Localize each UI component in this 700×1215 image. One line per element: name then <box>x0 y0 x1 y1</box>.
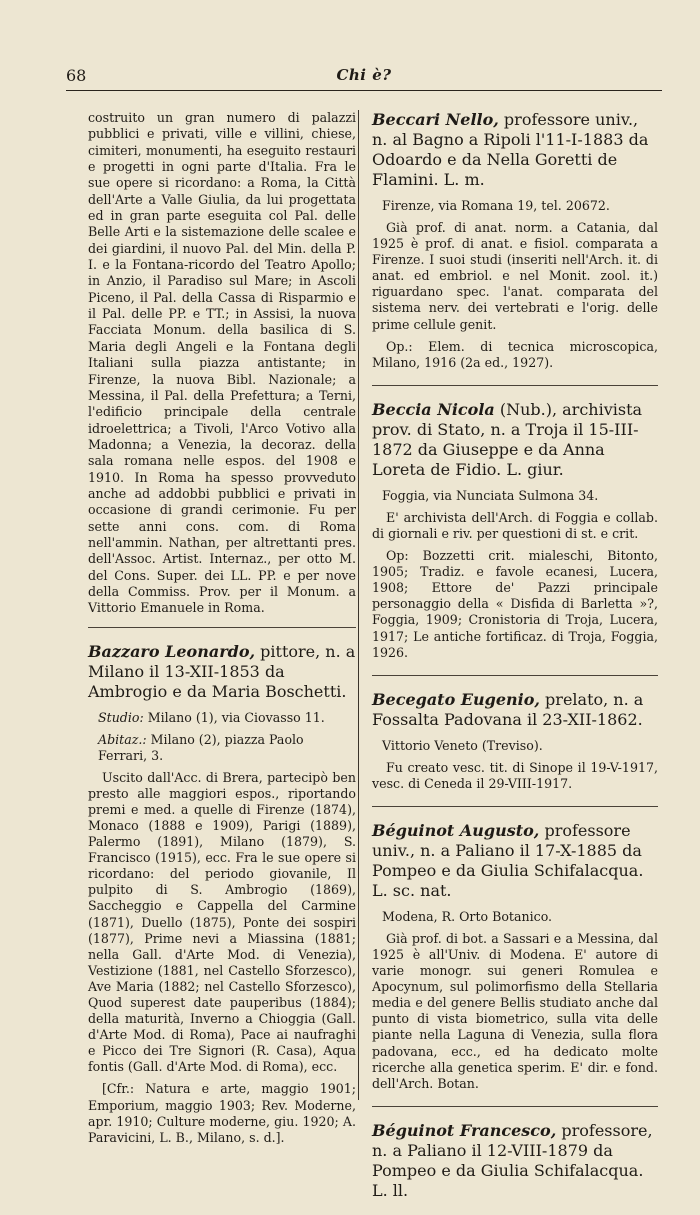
page-number: 68 <box>66 66 87 85</box>
entry-beguinot-francesco <box>372 1121 658 1201</box>
entry-name: Béguinot Francesco, <box>372 1120 557 1140</box>
entry-body: Uscito dall'Acc. di Brera, partecipò ben presto alle maggiori espos., riportando premi e med. a quelle di Firenze (1874), Monaco (1888 e 1909), Parigi (1889), Palermo (1891), Milano (1879), S. Francisco (1915), ecc. Fra le sue opere si ricordano: del periodo giovanile, Il pulpito di S. Ambrogio (1869), Saccheggio e Cappella del Carmine (1871), Duello (1875), Ponte dei sospiri (1877), Prime nevi a Miassina (1881; nella Gall. d'Arte Mod. di Venezia), Vestizione (1881, nel Castello Sforzesco), Ave Maria (1882; nel Castello Sforzesco), Quod superest date pauperibus (1884); della maturità, Inverno a Chioggia (Gall. d'Arte Mod. di Roma), Pace ai naufraghi e Picco dei Tre Signori (R. Casa), Aqua fontis (Gall. d'Arte Mod. di Roma), ecc. <box>88 769 356 1075</box>
entry-heading <box>372 110 658 190</box>
entry-name: Beccia Nicola <box>372 399 495 419</box>
entry-address: Foggia, via Nunciata Sulmona 34. <box>382 487 599 503</box>
entry-name: Beccari Nello, <box>372 110 499 129</box>
entry-body: E' archivista dell'Arch. di Foggia e collab. di giornali e riv. per questioni di st. e crit. <box>372 509 658 541</box>
entry-divider <box>372 385 658 386</box>
entry-heading-rest: professore, n. a Paliano il 12-VIII-1879 da Pompeo e da Giulia Schifalacqua. L. ll. <box>372 1120 653 1200</box>
entry-heading-rest: prelato, n. a Fossalta Padovana il 23-XII-1862. <box>372 689 644 729</box>
entry-heading-rest: professore univ., n. al Bagno a Ripoli l'11-I-1883 da Odoardo e da Nella Goretti de Flamini. L. m. <box>372 110 649 189</box>
entry-body: Già prof. di anat. norm. a Catania, dal 1925 è prof. di anat. e fisiol. comparata a Firenze. I suoi studi (inseriti nell'Arch. it. di anat. ed embriol. e nel Monit. zool. it.) riguardano spec. l'anat. comparata del sistema nerv. dei vertebrati e l'orig. delle prime cellule genit. <box>372 220 658 332</box>
entry-divider <box>88 627 356 628</box>
entry-beccia <box>372 400 658 661</box>
entry-divider <box>372 806 658 807</box>
entry-works: Op: Bozzetti crit. mialeschi, Bitonto, 1905; Tradiz. e favole ecanesi, Lucera, 1908; Ettore de' Pazzi principale personaggio della « Disfida di Barletta »?, Foggia, 1909; Cronistoria di Troja, Lucera, 1917; Le antiche fortificaz. di Troja, Foggia, 1926. <box>372 548 658 660</box>
entry-heading <box>372 1121 658 1201</box>
entry-address: Modena, R. Orto Botanico. <box>382 908 553 924</box>
page-header <box>66 62 662 91</box>
entry-divider <box>372 675 658 676</box>
entry-heading-rest: pittore, n. a Milano il 13-XII-1853 da Ambrogio e da Maria Boschetti. <box>88 641 356 701</box>
column-rule <box>358 110 359 1100</box>
entry-name: Becegato Eugenio, <box>372 689 540 709</box>
studio-value: Milano (1), via Ciovasso 11. <box>143 709 325 725</box>
entry-body: Fu creato vesc. tit. di Sinope il 19-V-1917, vesc. di Ceneda il 29-VIII-1917. <box>372 759 658 791</box>
left-column <box>88 110 356 1160</box>
studio-label: Studio: <box>98 709 144 725</box>
entry-heading <box>372 400 658 480</box>
entry-heading-rest: (Nub.), archivista prov. di Stato, n. a Troja il 15-III-1872 da Giuseppe e da Anna Loreta de Fidio. L. giur. <box>372 399 643 479</box>
entry-references: [Cfr.: Natura e arte, maggio 1901; Emporium, maggio 1903; Rev. Moderne, apr. 1910; Culture moderne, giu. 1920; A. Paravicini, L. B., Milano, s. d.]. <box>88 1081 356 1145</box>
entry-heading-rest: professore univ., n. a Paliano il 17-X-1885 da Pompeo e da Giulia Schifalacqua. L. sc. nat. <box>372 820 644 900</box>
entry-heading <box>88 642 356 702</box>
continuation-paragraph: costruito un gran numero di palazzi pubblici e privati, ville e villini, chiese, cimiteri, monumenti, ha eseguito restauri e progetti in ogni parte d'Italia. Fra le sue opere si ricordano: a Roma, la Città dell'Arte a Valle Giulia, da lui progettata ed in gran parte eseguita col Pal. delle Belle Arti e la sistemazione delle scalee e dei giardini, il nuovo Pal. del Min. della P. I. e la Fontana-ricordo del Teatro Apollo; in Anzio, il Paradiso sul Mare; in Ascoli Piceno, il Pal. della Cassa di Risparmio e il Pal. delle PP. e TT.; in Assisi, la nuova Facciata Monum. della basilica di S. Maria degli Angeli e la Fontana degli Italiani sulla piazza antistante; in Firenze, la nuova Bibl. Nazionale; a Messina, il Pal. della Prefettura; a Terni, l'edificio principale della centrale idroelettrica; a Tivoli, l'Arco Votivo alla Madonna; a Venezia, la decoraz. della sala romana nelle espos. del 1908 e 1910. In Roma ha spesso provveduto anche ad addobbi pubblici e privati in occasione di grandi cerimonie. Fu per sette anni cons. com. di Roma nell'ammin. Nathan, per altrettanti pres. dell'Assoc. Artist. Internaz., per otto M. del Cons. Super. dei LL. PP. e per nove della Commiss. Prov. per il Monum. a Vittorio Emanuele in Roma. <box>88 110 356 616</box>
entry-bazzaro <box>88 642 356 1146</box>
abitaz-value: Milano (2), piazza Paolo Ferrari, 3. <box>98 731 304 763</box>
entry-works: Op.: Elem. di tecnica microscopica, Milano, 1916 (2a ed., 1927). <box>372 338 658 370</box>
entry-becegato <box>372 690 658 792</box>
running-title: Chi è? <box>336 66 392 84</box>
entry-divider <box>372 1106 658 1107</box>
abitaz-label: Abitaz.: <box>98 731 147 747</box>
entry-beguinot-augusto <box>372 821 658 1092</box>
entry-heading <box>372 821 658 901</box>
entry-heading <box>372 690 658 730</box>
entry-address: Vittorio Veneto (Treviso). <box>382 737 543 753</box>
entry-abitaz <box>98 732 356 764</box>
entry-name: Bazzaro Leonardo, <box>88 641 256 661</box>
entry-address: Firenze, via Romana 19, tel. 20672. <box>382 198 610 213</box>
right-column <box>372 110 658 1215</box>
entry-studio <box>98 710 356 726</box>
entry-body: Già prof. di bot. a Sassari e a Messina, dal 1925 è all'Univ. di Modena. E' autore di varie monogr. sui generi Romulea e Apocynum, sul polimorfismo della Stellaria media e del genere Bellis studiato anche dal punto di vista biometrico, sulla vita delle piante nella Laguna di Venezia, sulla flora padovana, ecc., ed ha dedicato molte ricerche alla genetica sperim. E' dir. e fond. dell'Arch. Botan. <box>372 930 658 1091</box>
entry-name: Béguinot Augusto, <box>372 820 540 840</box>
entry-beccari <box>372 110 658 371</box>
